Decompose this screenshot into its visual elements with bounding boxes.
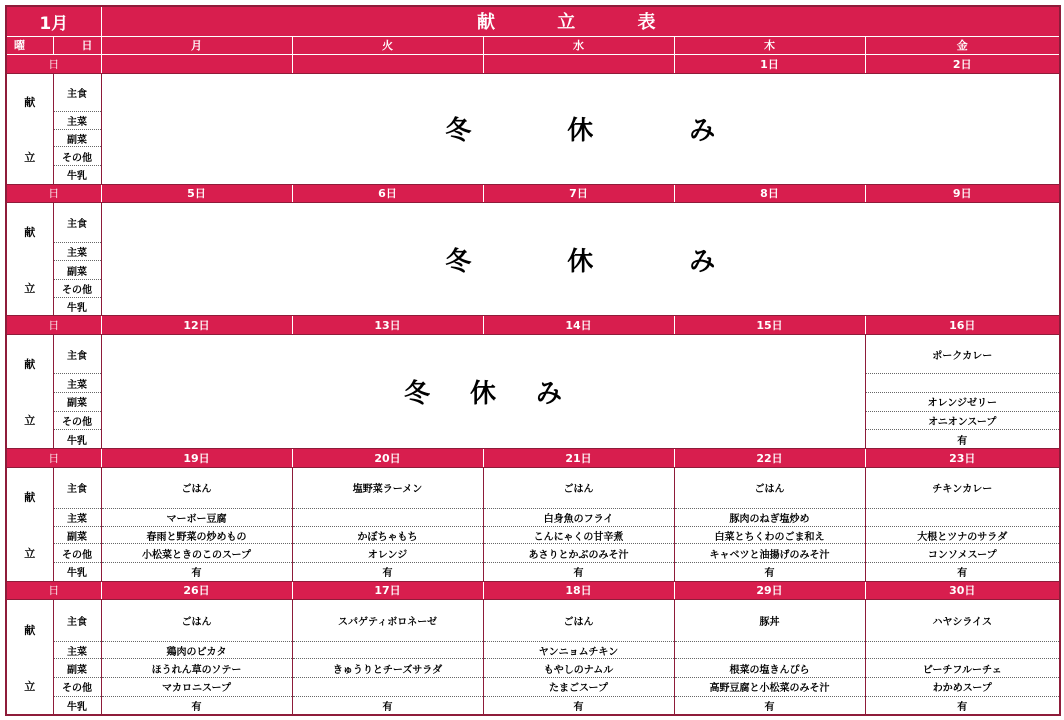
- meal-fukusai: 根菜の塩きんぴら: [674, 659, 865, 678]
- meal-sonota: オレンジ: [292, 544, 483, 563]
- meal-fukusai: オレンジゼリー: [865, 392, 1060, 411]
- meal-fukusai: ピーチフルーチェ: [865, 659, 1060, 678]
- month-label: 1月: [6, 6, 101, 36]
- weekday-wed: 水: [483, 36, 674, 55]
- category-label: 主菜: [53, 509, 101, 527]
- meal-shushoku: スパゲティボロネーゼ: [292, 600, 483, 642]
- meal-fukusai: ほうれん草のソテー: [101, 659, 292, 678]
- meal-shusai: ヤンニョムチキン: [483, 641, 674, 659]
- meal-fukusai: こんにゃくの甘辛煮: [483, 526, 674, 544]
- meal-shushoku: ごはん: [483, 600, 674, 642]
- meal-fukusai: かぼちゃもち: [292, 526, 483, 544]
- date-cell: 17日: [292, 581, 483, 600]
- date-cell: 19日: [101, 448, 292, 467]
- week2-date-row: [6, 184, 1060, 203]
- category-label: 副菜: [53, 659, 101, 678]
- winter-break-banner: 冬 休 み: [101, 73, 1060, 184]
- date-cell: 13日: [292, 316, 483, 335]
- category-label: 牛乳: [53, 696, 101, 715]
- kon-label: 献: [6, 203, 53, 261]
- category-label: 主食: [53, 73, 101, 111]
- date-cell: 6日: [292, 184, 483, 203]
- meal-shusai: [865, 374, 1060, 393]
- meal-shushoku: ハヤシライス: [865, 600, 1060, 642]
- meal-fukusai: 春雨と野菜の炒めもの: [101, 526, 292, 544]
- date-cell: 16日: [865, 316, 1060, 335]
- date-cell: 26日: [101, 581, 292, 600]
- meal-shusai: [865, 641, 1060, 659]
- meal-milk: 有: [292, 562, 483, 581]
- meal-shushoku: チキンカレー: [865, 467, 1060, 509]
- meal-sonota: キャベツと油揚げのみそ汁: [674, 544, 865, 563]
- kon-label: 献: [6, 467, 53, 526]
- meal-milk: 有: [101, 696, 292, 715]
- date-kon-label: 立: [6, 261, 53, 316]
- date-row-label: 日: [6, 184, 101, 203]
- winter-break-banner: 冬 休 み: [101, 334, 865, 448]
- meal-shushoku: ごはん: [101, 600, 292, 642]
- date-cell: 2日: [865, 55, 1060, 74]
- date-cell: 23日: [865, 448, 1060, 467]
- date-cell: [483, 55, 674, 74]
- category-label: 主菜: [53, 641, 101, 659]
- meal-shusai: マーボー豆腐: [101, 509, 292, 527]
- date-cell: [292, 55, 483, 74]
- meal-shushoku: ごはん: [674, 467, 865, 509]
- kon-label: 献: [6, 334, 53, 392]
- category-label: 主菜: [53, 242, 101, 261]
- meal-sonota: [292, 678, 483, 697]
- menu-table: [5, 5, 1061, 716]
- date-cell: 12日: [101, 316, 292, 335]
- meal-fukusai: もやしのナムル: [483, 659, 674, 678]
- date-cell: 14日: [483, 316, 674, 335]
- meal-milk: 有: [674, 562, 865, 581]
- title-row: [6, 6, 1060, 36]
- meal-shusai: 白身魚のフライ: [483, 509, 674, 527]
- date-row-label: 日: [6, 448, 101, 467]
- weekday-mon: 月: [101, 36, 292, 55]
- category-label: 主食: [53, 467, 101, 509]
- date-cell: 15日: [674, 316, 865, 335]
- meal-shusai: 鶏肉のピカタ: [101, 641, 292, 659]
- category-label: 主食: [53, 600, 101, 642]
- category-label: 主食: [53, 334, 101, 373]
- hi-label: 日: [53, 36, 101, 55]
- week3-date-row: [6, 316, 1060, 335]
- category-label: 主菜: [53, 374, 101, 393]
- meal-milk: 有: [292, 696, 483, 715]
- category-label: 副菜: [53, 526, 101, 544]
- meal-shusai: [292, 641, 483, 659]
- category-label: 牛乳: [53, 297, 101, 316]
- weekday-tue: 火: [292, 36, 483, 55]
- meal-shushoku: ごはん: [483, 467, 674, 509]
- meal-sonota: コンソメスープ: [865, 544, 1060, 563]
- category-label: その他: [53, 411, 101, 430]
- meal-milk: 有: [674, 696, 865, 715]
- weekday-row: [6, 36, 1060, 55]
- meal-sonota: 小松菜ときのこのスープ: [101, 544, 292, 563]
- date-cell: 21日: [483, 448, 674, 467]
- category-label: その他: [53, 678, 101, 697]
- meal-shusai: 豚肉のねぎ塩炒め: [674, 509, 865, 527]
- category-label: その他: [53, 280, 101, 298]
- meal-milk: 有: [865, 562, 1060, 581]
- category-label: 主菜: [53, 112, 101, 130]
- meal-sonota: 高野豆腐と小松菜のみそ汁: [674, 678, 865, 697]
- date-kon-label: 立: [6, 392, 53, 448]
- category-label: 牛乳: [53, 430, 101, 449]
- date-cell: 1日: [674, 55, 865, 74]
- category-label: 牛乳: [53, 166, 101, 185]
- date-cell: 20日: [292, 448, 483, 467]
- kon-label: 献: [6, 73, 53, 129]
- meal-milk: 有: [483, 562, 674, 581]
- page-title: 献 立 表: [101, 6, 1060, 36]
- category-label: 副菜: [53, 261, 101, 280]
- meal-shushoku: 塩野菜ラーメン: [292, 467, 483, 509]
- date-row-label: 日: [6, 55, 101, 74]
- meal-sonota: あさりとかぶのみそ汁: [483, 544, 674, 563]
- winter-break-banner: 冬 休 み: [101, 203, 1060, 316]
- meal-shushoku: ポークカレー: [865, 334, 1060, 373]
- date-kon-label: 立: [6, 526, 53, 581]
- meal-shusai: [292, 509, 483, 527]
- date-cell: 29日: [674, 581, 865, 600]
- date-row-label: 日: [6, 316, 101, 335]
- meal-shushoku: 豚丼: [674, 600, 865, 642]
- meal-sonota: たまごスープ: [483, 678, 674, 697]
- meal-milk: 有: [865, 696, 1060, 715]
- date-cell: [101, 55, 292, 74]
- week5-date-row: [6, 581, 1060, 600]
- meal-milk: 有: [483, 696, 674, 715]
- week4-date-row: [6, 448, 1060, 467]
- category-label: その他: [53, 147, 101, 166]
- date-cell: 8日: [674, 184, 865, 203]
- meal-shusai: [865, 509, 1060, 527]
- date-cell: 5日: [101, 184, 292, 203]
- category-label: 主食: [53, 203, 101, 242]
- meal-sonota: わかめスープ: [865, 678, 1060, 697]
- meal-sonota: オニオンスープ: [865, 411, 1060, 430]
- weekday-thu: 木: [674, 36, 865, 55]
- category-label: その他: [53, 544, 101, 563]
- date-row-label: 日: [6, 581, 101, 600]
- category-label: 副菜: [53, 392, 101, 411]
- youbi-label: 曜: [6, 36, 53, 55]
- meal-shushoku: ごはん: [101, 467, 292, 509]
- meal-milk: 有: [101, 562, 292, 581]
- week1-date-row: [6, 55, 1060, 74]
- meal-fukusai: きゅうりとチーズサラダ: [292, 659, 483, 678]
- date-cell: 30日: [865, 581, 1060, 600]
- meal-fukusai: 白菜とちくわのごま和え: [674, 526, 865, 544]
- date-cell: 9日: [865, 184, 1060, 203]
- date-kon-label: 立: [6, 129, 53, 184]
- category-label: 牛乳: [53, 562, 101, 581]
- date-cell: 7日: [483, 184, 674, 203]
- kon-label: 献: [6, 600, 53, 659]
- meal-sonota: マカロニスープ: [101, 678, 292, 697]
- meal-shusai: [674, 641, 865, 659]
- date-cell: 22日: [674, 448, 865, 467]
- meal-milk: 有: [865, 430, 1060, 449]
- category-label: 副菜: [53, 129, 101, 147]
- weekday-fri: 金: [865, 36, 1060, 55]
- date-kon-label: 立: [6, 659, 53, 715]
- date-cell: 18日: [483, 581, 674, 600]
- meal-fukusai: 大根とツナのサラダ: [865, 526, 1060, 544]
